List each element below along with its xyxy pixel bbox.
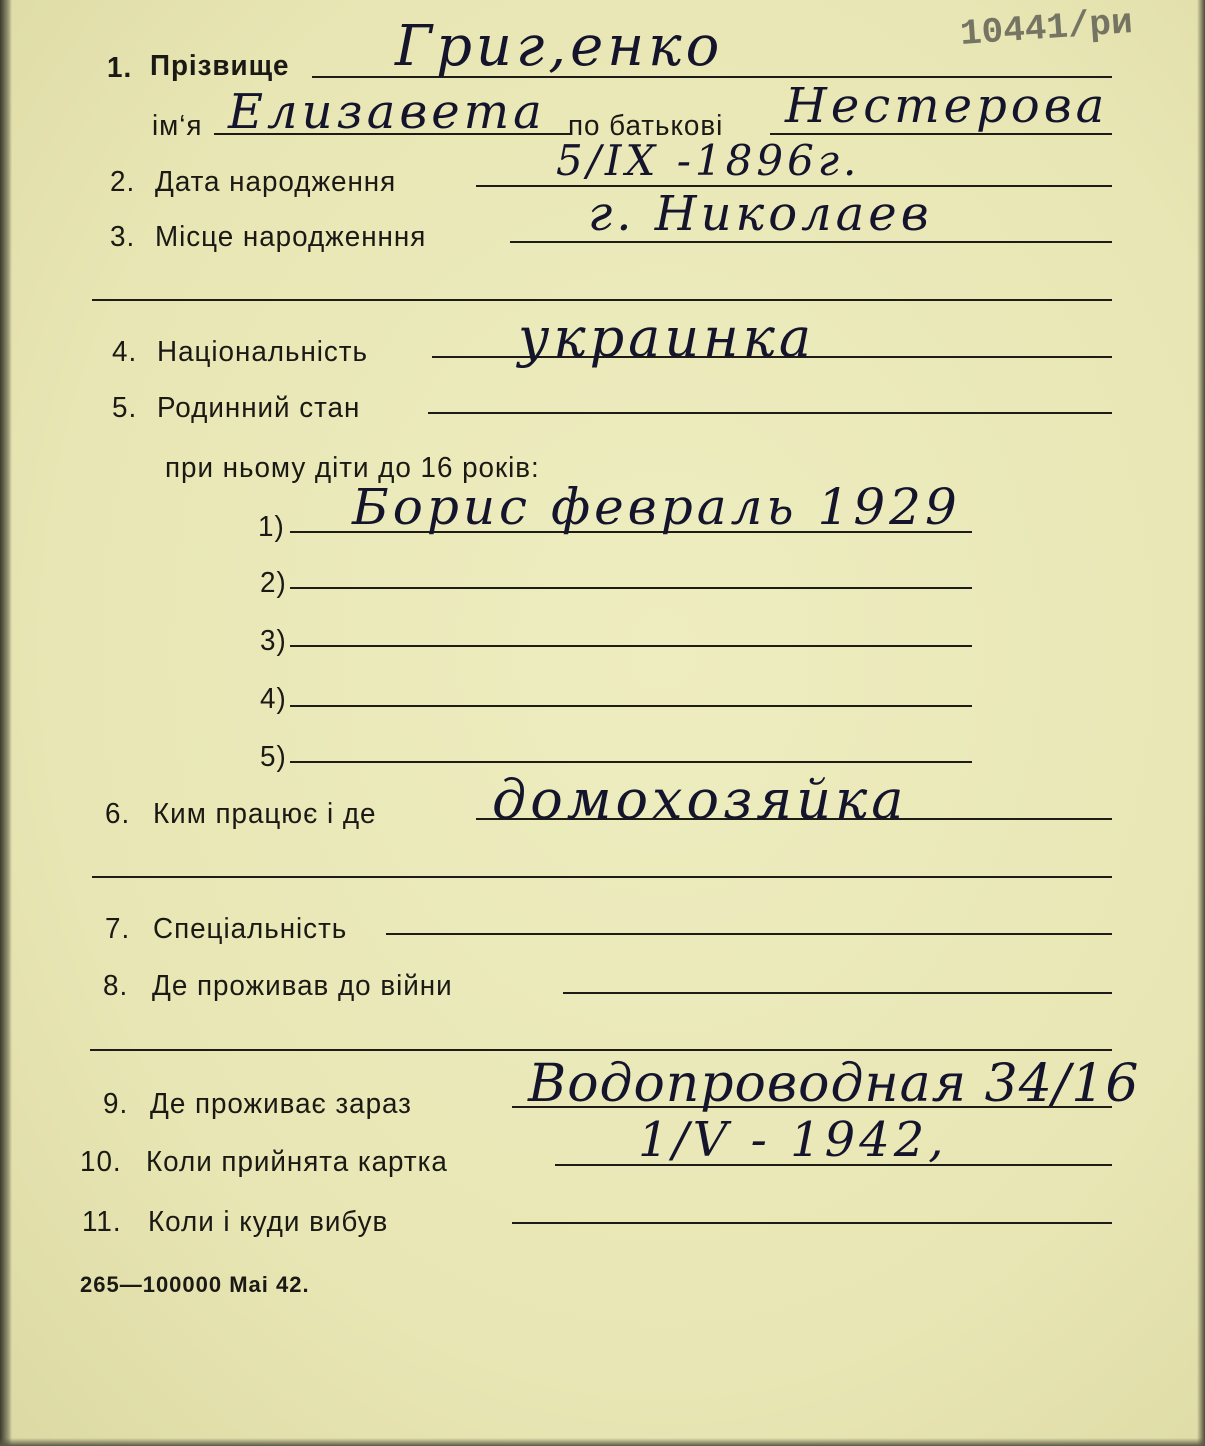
marital-status-line <box>428 412 1112 414</box>
occupation-entry: домохозяйка <box>492 768 908 831</box>
field-8-number: 8. <box>103 970 129 1002</box>
birth-date-entry: 5/IX -1896г. <box>556 136 861 185</box>
paper-edge-bottom <box>0 1438 1205 1446</box>
patronymic-entry: Нестерова <box>785 78 1109 134</box>
children-label: при ньому діти до 16 років: <box>165 452 540 484</box>
child-1-entry: Борис февраль 1929 <box>352 478 961 536</box>
child-1-number: 1) <box>258 511 285 543</box>
field-5-number: 5. <box>112 392 138 424</box>
birth-place-label: Місце народженння <box>155 221 427 253</box>
departed-line <box>512 1222 1112 1224</box>
prewar-residence-line <box>563 992 1112 994</box>
child-2-number: 2) <box>260 567 287 599</box>
child-3-number: 3) <box>260 625 287 657</box>
extra-line-1 <box>92 299 1112 301</box>
field-10-number: 10. <box>80 1146 122 1178</box>
departed-label: Коли і куди вибув <box>148 1206 389 1238</box>
field-4-number: 4. <box>112 336 138 368</box>
field-3-number: 3. <box>110 221 136 253</box>
occupation-label: Ким працює і де <box>153 798 377 830</box>
child-3-line <box>290 645 972 647</box>
current-residence-entry: Водопроводная 34/16 <box>528 1054 1140 1114</box>
surname-entry: Григ,енко <box>395 14 724 79</box>
child-5-number: 5) <box>260 741 287 773</box>
archive-number-stamp: 10441/ри <box>958 2 1135 55</box>
field-2-number: 2. <box>110 166 136 198</box>
speciality-label: Спеціальність <box>153 913 348 945</box>
extra-line-2 <box>92 876 1112 878</box>
patronymic-label: по батькові <box>568 110 724 142</box>
card-accepted-label: Коли прийнята картка <box>146 1146 448 1178</box>
child-5-line <box>290 761 972 763</box>
paper-edge-left <box>0 0 12 1446</box>
current-residence-label: Де проживає зараз <box>150 1088 412 1120</box>
prewar-residence-label: Де проживав до війни <box>152 970 453 1002</box>
child-4-line <box>290 705 972 707</box>
paper-edge-right <box>1197 0 1205 1446</box>
birth-place-entry: г. Николаев <box>588 186 933 242</box>
nationality-label: Національність <box>157 336 368 368</box>
child-2-line <box>290 587 972 589</box>
first-name-entry: Елизавета <box>228 84 546 140</box>
field-9-number: 9. <box>103 1088 129 1120</box>
marital-status-label: Родинний стан <box>157 392 361 424</box>
child-4-number: 4) <box>260 683 287 715</box>
birth-date-label: Дата народження <box>155 166 397 198</box>
extra-line-3 <box>90 1049 1112 1051</box>
field-6-number: 6. <box>105 798 131 830</box>
card-accepted-entry: 1/V - 1942, <box>638 1112 948 1168</box>
surname-label: Прізвище <box>150 50 290 82</box>
field-11-number: 11. <box>82 1206 122 1238</box>
speciality-line <box>386 933 1112 935</box>
first-name-label: ім‘я <box>152 110 203 142</box>
print-run-code: 265—100000 Mai 42. <box>80 1272 310 1297</box>
nationality-entry: украинка <box>518 306 816 369</box>
field-1-number: 1. <box>107 52 133 84</box>
field-7-number: 7. <box>105 913 131 945</box>
